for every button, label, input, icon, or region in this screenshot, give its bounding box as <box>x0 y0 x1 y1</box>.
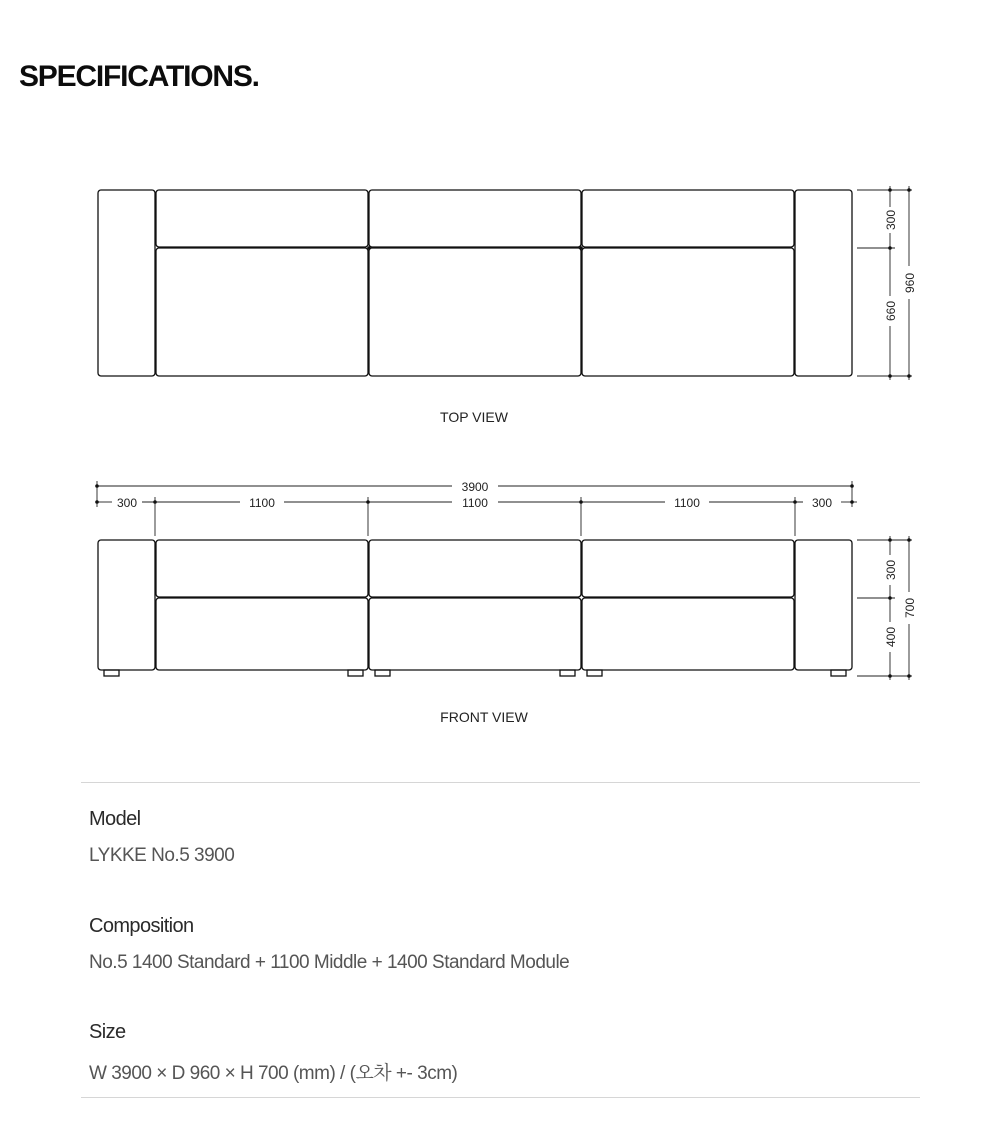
top-back-cushion-3 <box>582 190 794 247</box>
sofa-leg <box>104 670 119 676</box>
top-view-drawing <box>98 190 852 376</box>
dimension-ticks <box>95 188 911 678</box>
sofa-leg <box>375 670 390 676</box>
dim-back-height: 300 <box>884 559 898 581</box>
sofa-leg <box>560 670 575 676</box>
dim-module-1: 1100 <box>249 496 275 510</box>
dim-module-2: 1100 <box>462 496 488 510</box>
dim-arm-right: 300 <box>811 496 833 510</box>
front-back-cushion-1 <box>156 540 368 597</box>
top-view-label: TOP VIEW <box>440 409 508 425</box>
front-view-drawing <box>98 540 852 676</box>
dim-seat-height: 400 <box>884 626 898 648</box>
front-arm-left <box>98 540 155 670</box>
dim-total-width: 3900 <box>461 480 489 494</box>
front-view-label: FRONT VIEW <box>440 709 528 725</box>
dim-top-back: 300 <box>884 209 898 231</box>
top-back-cushion-1 <box>156 190 368 247</box>
dim-top-seat: 660 <box>884 300 898 322</box>
front-seat-cushion-3 <box>582 598 794 670</box>
front-arm-right <box>795 540 852 670</box>
top-seat-cushion-3 <box>582 248 794 376</box>
sofa-leg <box>348 670 363 676</box>
spec-model <box>89 808 234 867</box>
top-seat-cushion-1 <box>156 248 368 376</box>
top-back-cushion-2 <box>369 190 581 247</box>
divider-bottom <box>81 1097 920 1098</box>
dimension-lines <box>97 186 912 680</box>
front-back-cushion-2 <box>369 540 581 597</box>
top-arm-left <box>98 190 155 376</box>
dim-top-total-depth: 960 <box>903 272 917 294</box>
dim-module-3: 1100 <box>674 496 700 510</box>
sofa-leg <box>587 670 602 676</box>
front-seat-cushion-2 <box>369 598 581 670</box>
sofa-leg <box>831 670 846 676</box>
spec-value: No.5 1400 Standard + 1100 Middle + 1400 Standard Module <box>89 952 570 973</box>
top-seat-cushion-2 <box>369 248 581 376</box>
front-seat-cushion-1 <box>156 598 368 670</box>
top-arm-right <box>795 190 852 376</box>
divider-top <box>81 782 920 783</box>
spec-value: LYKKE No.5 3900 <box>89 845 235 866</box>
spec-label: Model <box>89 808 141 830</box>
dim-total-height: 700 <box>903 597 917 619</box>
spec-composition <box>89 915 569 974</box>
spec-label: Size <box>89 1021 126 1043</box>
spec-size <box>89 1021 457 1085</box>
page-title: SPECIFICATIONS. <box>19 60 259 93</box>
spec-label: Composition <box>89 915 194 937</box>
dim-arm-left: 300 <box>116 496 138 510</box>
front-back-cushion-3 <box>582 540 794 597</box>
spec-value: W 3900 × D 960 × H 700 (mm) / (오차 +- 3cm) <box>89 1063 458 1084</box>
